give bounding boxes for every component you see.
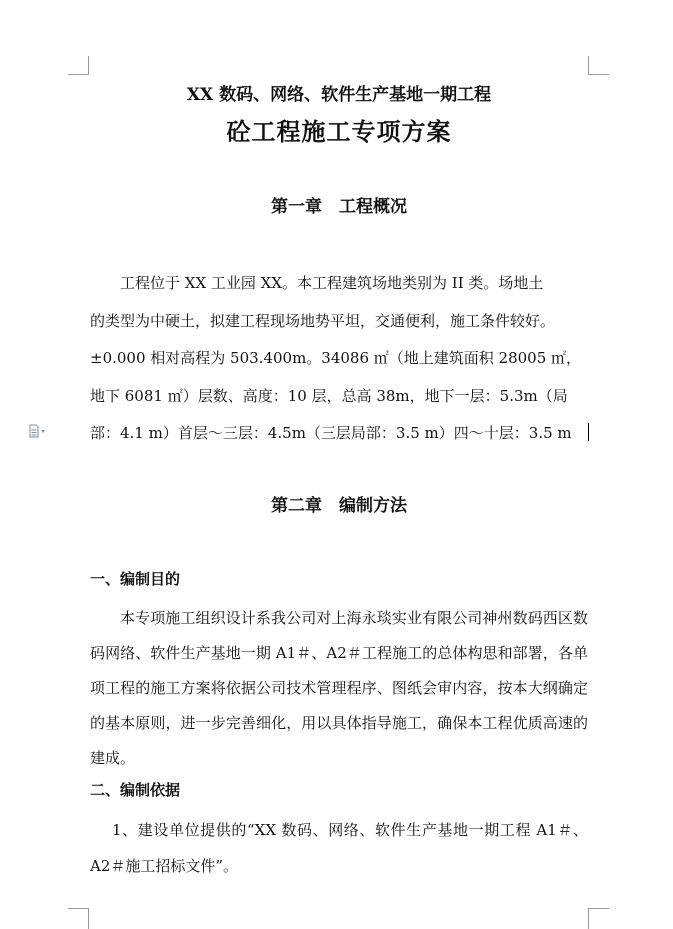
paragraph-line: 工程位于 XX 工业园 XX。本工程建筑场地类别为 II 类。场地土	[90, 274, 544, 292]
margin-corner-bottom-left	[68, 908, 89, 929]
margin-corner-top-right	[588, 56, 609, 75]
document-title-line1: XX 数码、网络、软件生产基地一期工程	[186, 85, 492, 105]
text-cursor	[588, 423, 589, 441]
section1-heading: 一、编制目的	[90, 570, 181, 588]
section1-paragraph[interactable]: 本专项施工组织设计系我公司对上海永琰实业有限公司神州数码西区数码网络、软件生产基地一期 A1＃、A2＃工程施工的总体构思和部署，各单项工程的施工方案将依据公司技术管理程序、图纸会审内容，按本大纲确定的基本原则，进一步完善细化，用以具体指导施工，确保本工程优质高速的建成。	[90, 609, 588, 767]
margin-corner-top-left	[68, 56, 89, 75]
paragraph-line: ±0.000 相对高程为 503.400m。34086 ㎡（地上建筑面积 28005 ㎡，	[90, 349, 582, 367]
document-title-line2: 砼工程施工专项方案	[226, 117, 452, 146]
section2-heading: 二、编制依据	[90, 781, 181, 799]
section2-paragraph[interactable]: 1、建设单位提供的“XX 数码、网络、软件生产基地一期工程 A1＃、A2＃施工招标文件”。	[90, 821, 588, 875]
paragraph-line: 的类型为中硬土，拟建工程现场地势平坦，交通便利，施工条件较好。	[90, 311, 556, 330]
paragraph-line: 部：4.1 m）首层～三层：4.5m（三层局部：3.5 m）四～十层：3.5 m	[90, 424, 572, 442]
chapter2-heading: 第二章 编制方法	[271, 496, 407, 516]
paragraph-line: 地下 6081 ㎡）层数、高度：10 层，总高 38m，地下一层：5.3m（局	[90, 386, 568, 405]
paragraph-options-icon[interactable]	[28, 423, 48, 437]
chapter1-heading: 第一章 工程概况	[271, 197, 407, 217]
margin-corner-bottom-right	[588, 908, 609, 929]
chapter1-paragraph[interactable]	[90, 265, 588, 453]
